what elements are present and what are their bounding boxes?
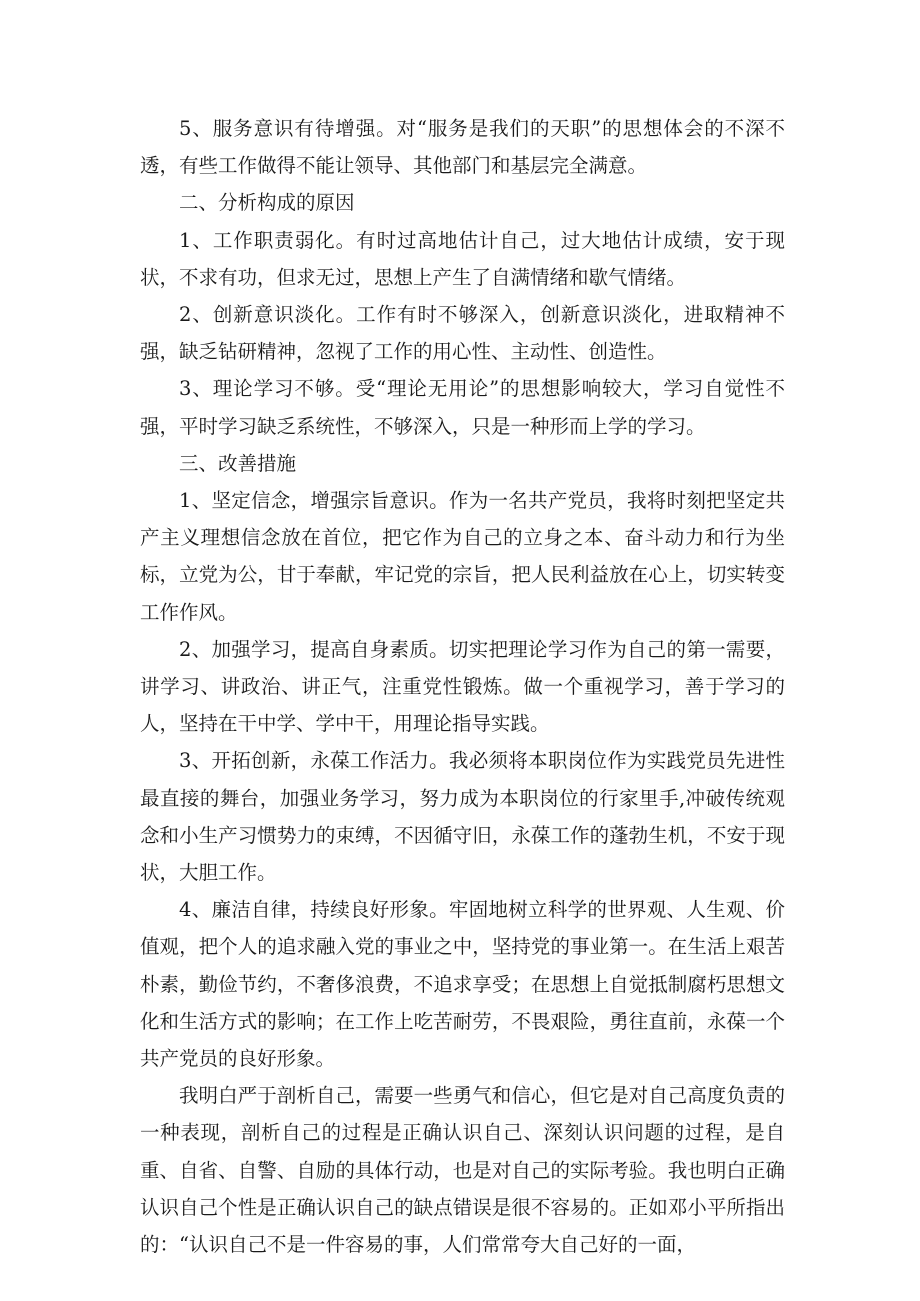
document-body xyxy=(140,110,785,1263)
section-heading-measures: 三、改善措施 xyxy=(179,451,297,475)
paragraph-cause-theory-study: 3、理论学习不够。受“理论无用论”的思想影响较大，学习自觉性不强，平时学习缺乏系统性，不够深入，只是一种形而上学的学习。 xyxy=(140,377,785,438)
paragraph-measure-innovation: 3、开拓创新，永葆工作活力。我必须将本职岗位作为实践党员先进性最直接的舞台，加强业务学习，努力成为本职岗位的行家里手,冲破传统观念和小生产习惯势力的束缚，不因循守旧，永葆工作的蓬勃生机，不安于现状，大胆工作。 xyxy=(140,749,785,885)
paragraph-conclusion: 我明白严于剖析自己，需要一些勇气和信心，但它是对自己高度负责的一种表现，剖析自己的过程是正确认识自己、深刻认识问题的过程，是自重、自省、自警、自励的具体行动，也是对自己的实际考验。我也明白正确认识自己个性是正确认识自己的缺点错误是很不容易的。正如邓小平所指出的：“认识自己不是一件容易的事，人们常常夸大自己好的一面， xyxy=(140,1084,785,1257)
paragraph-cause-innovation: 2、创新意识淡化。工作有时不够深入，创新意识淡化，进取精神不强，缺乏钻研精神，忽视了工作的用心性、主动性、创造性。 xyxy=(140,303,785,364)
paragraph-measure-integrity: 4、廉洁自律，持续良好形象。牢固地树立科学的世界观、人生观、价值观，把个人的追求融入党的事业之中，坚持党的事业第一。在生活上艰苦朴素，勤俭节约，不奢侈浪费，不追求享受；在思想上自觉抵制腐朽思想文化和生活方式的影响；在工作上吃苦耐劳，不畏艰险，勇往直前，永葆一个共产党员的良好形象。 xyxy=(140,898,785,1071)
section-heading-causes: 二、分析构成的原因 xyxy=(179,191,355,215)
paragraph-measure-study: 2、加强学习，提高自身素质。切实把理论学习作为自己的第一需要，讲学习、讲政治、讲正气，注重党性锻炼。做一个重视学习，善于学习的人，坚持在干中学、学中干，用理论指导实践。 xyxy=(140,637,785,736)
paragraph-measure-belief: 1、坚定信念，增强宗旨意识。作为一名共产党员，我将时刻把坚定共产主义理想信念放在首位，把它作为自己的立身之本、奋斗动力和行为坐标，立党为公，甘于奉献，牢记党的宗旨，把人民利益放在心上，切实转变工作作风。 xyxy=(140,489,785,624)
paragraph-cause-responsibility: 1、工作职责弱化。有时过高地估计自己，过大地估计成绩，安于现状，不求有功，但求无过，思想上产生了自满情绪和歇气情绪。 xyxy=(140,228,785,289)
paragraph-service-awareness: 5、服务意识有待增强。对“服务是我们的天职”的思想体会的不深不透，有些工作做得不能让领导、其他部门和基层完全满意。 xyxy=(140,117,785,178)
